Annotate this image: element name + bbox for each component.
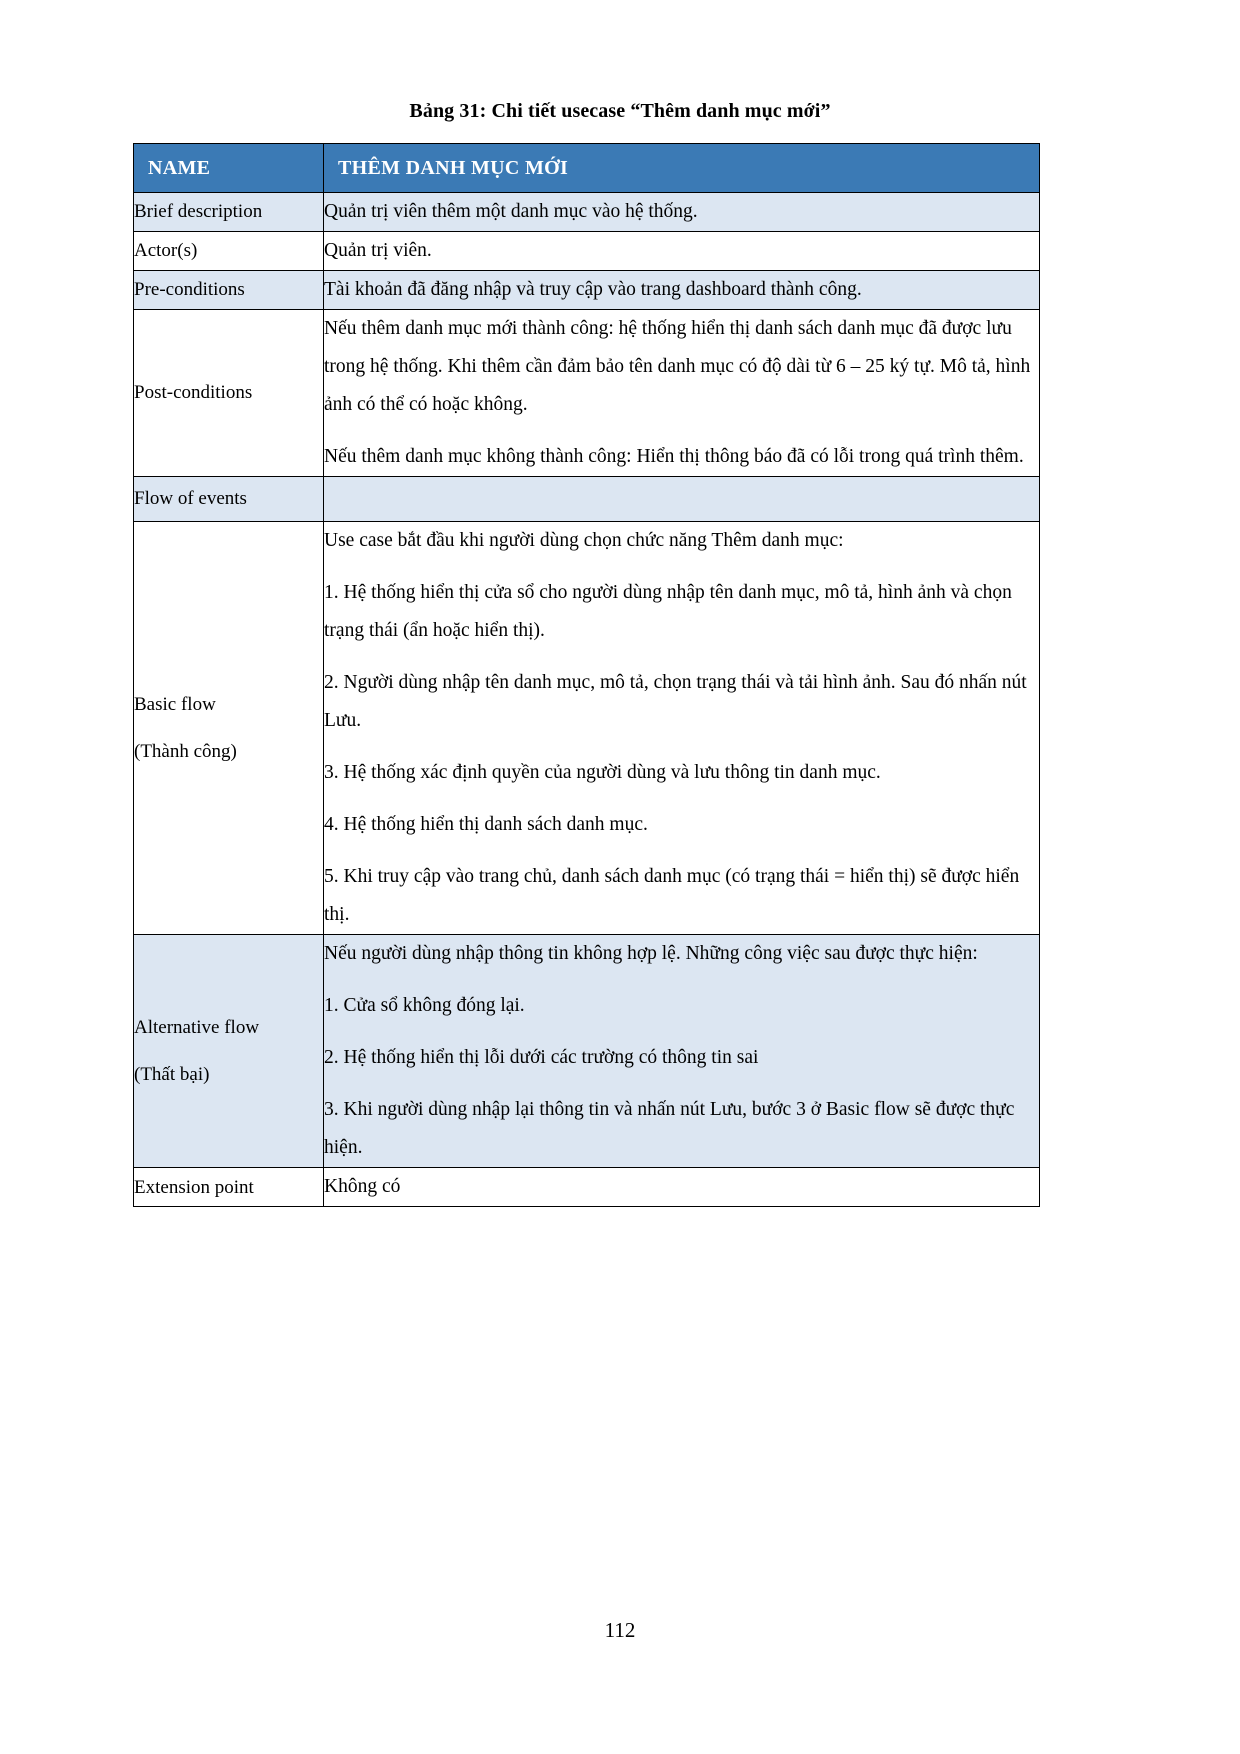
table-row-flow-of-events bbox=[134, 477, 1040, 522]
table-row bbox=[134, 522, 1040, 935]
row-value-basic-flow bbox=[324, 522, 1040, 935]
usecase-table bbox=[133, 143, 1040, 1207]
paragraph: 1. Hệ thống hiển thị cửa sổ cho người dùng nhập tên danh mục, mô tả, hình ảnh và chọn trạng thái (ẩn hoặc hiển thị). bbox=[324, 582, 1012, 642]
row-label-actors: Actor(s) bbox=[134, 232, 324, 271]
paragraph: Quản trị viên. bbox=[324, 240, 432, 262]
table-row bbox=[134, 232, 1040, 271]
page-number: 112 bbox=[604, 1618, 636, 1642]
row-value-post-conditions bbox=[324, 310, 1040, 477]
paragraph: Nếu người dùng nhập thông tin không hợp lệ. Những công việc sau được thực hiện: bbox=[324, 943, 978, 965]
paragraph: Tài khoản đã đăng nhập và truy cập vào trang dashboard thành công. bbox=[324, 279, 862, 301]
header-label-cell: NAME bbox=[134, 144, 324, 193]
row-label-alternative-flow-main: Alternative flow bbox=[134, 1017, 260, 1039]
paragraph: Không có bbox=[324, 1176, 401, 1198]
paragraph: 3. Khi người dùng nhập lại thông tin và nhấn nút Lưu, bước 3 ở Basic flow sẽ được thực hiện. bbox=[324, 1099, 1015, 1159]
paragraph: Nếu thêm danh mục không thành công: Hiển thị thông báo đã có lỗi trong quá trình thêm. bbox=[324, 446, 1024, 468]
row-value-brief-description bbox=[324, 193, 1040, 232]
paragraph: 2. Hệ thống hiển thị lỗi dưới các trường có thông tin sai bbox=[324, 1047, 759, 1069]
table-row bbox=[134, 193, 1040, 232]
row-label-post-conditions: Post-conditions bbox=[134, 310, 324, 477]
table-row bbox=[134, 310, 1040, 477]
row-label-basic-flow bbox=[134, 522, 324, 935]
paragraph: 4. Hệ thống hiển thị danh sách danh mục. bbox=[324, 814, 648, 836]
row-label-basic-flow-main: Basic flow bbox=[134, 693, 216, 715]
table-row bbox=[134, 935, 1040, 1168]
paragraph: 3. Hệ thống xác định quyền của người dùng và lưu thông tin danh mục. bbox=[324, 762, 881, 784]
table-header-row bbox=[134, 144, 1040, 193]
paragraph: Quản trị viên thêm một danh mục vào hệ thống. bbox=[324, 201, 698, 222]
row-label-extension-point: Extension point bbox=[134, 1168, 324, 1207]
header-value-cell: THÊM DANH MỤC MỚI bbox=[324, 144, 1040, 193]
row-value-alternative-flow bbox=[324, 935, 1040, 1168]
row-value-flow-of-events bbox=[324, 477, 1040, 522]
paragraph: Nếu thêm danh mục mới thành công: hệ thống hiển thị danh sách danh mục đã được lưu trong hệ thống. Khi thêm cần đảm bảo tên danh mục có độ dài từ 6 – 25 ký tự. Mô tả, hình ảnh có thể có hoặc không. bbox=[324, 318, 1031, 416]
usecase-table-wrapper bbox=[133, 143, 1039, 1207]
row-label-alternative-flow-sub: (Thất bại) bbox=[134, 1064, 210, 1086]
row-value-extension-point bbox=[324, 1168, 1040, 1207]
paragraph: 5. Khi truy cập vào trang chủ, danh sách danh mục (có trạng thái = hiển thị) sẽ được hiển thị. bbox=[324, 866, 1020, 926]
table-row bbox=[134, 271, 1040, 310]
row-label-pre-conditions: Pre-conditions bbox=[134, 271, 324, 310]
row-label-flow-of-events: Flow of events bbox=[134, 477, 324, 522]
table-row bbox=[134, 1168, 1040, 1207]
row-label-brief-description: Brief description bbox=[134, 193, 324, 232]
paragraph: 1. Cửa sổ không đóng lại. bbox=[324, 995, 525, 1017]
table-caption: Bảng 31: Chi tiết usecase “Thêm danh mục mới” bbox=[409, 100, 831, 122]
row-value-actors bbox=[324, 232, 1040, 271]
row-label-basic-flow-sub: (Thành công) bbox=[134, 741, 237, 763]
row-label-alternative-flow bbox=[134, 935, 324, 1168]
paragraph: 2. Người dùng nhập tên danh mục, mô tả, chọn trạng thái và tải hình ảnh. Sau đó nhấn nút Lưu. bbox=[324, 672, 1027, 732]
row-value-pre-conditions bbox=[324, 271, 1040, 310]
paragraph: Use case bắt đầu khi người dùng chọn chức năng Thêm danh mục: bbox=[324, 530, 844, 552]
